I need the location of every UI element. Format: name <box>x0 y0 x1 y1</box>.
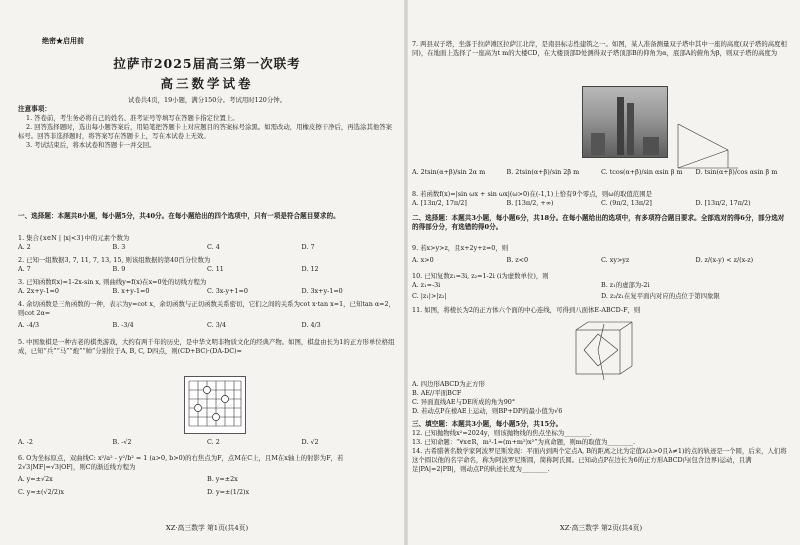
secret-label: 绝密★启用前 <box>42 36 84 45</box>
option-d: D. 7 <box>301 243 315 251</box>
question-stem: 10. 已知复数z₁=3i, z₂=1-2i (i为虚数单位)，则 <box>412 272 549 280</box>
question-stem: 5. 中国象棋是一种古老的棋类游戏，大约有两千年的历史，是中华文明非物质文化的经典产物。如图，棋盘由长为1的正方形单位格组成，已知“兵”“马”“炮”“帅”分别位于A, B, C, D四点，则(CD+BC)·(DA-DC)= <box>18 338 395 355</box>
question-stem: 9. 若x>y>z，且x+2y+z=0，则 <box>412 244 509 252</box>
option-c: C. |z₁|>|z₂| <box>412 292 447 300</box>
question-stem: 6. O为坐标原点，双曲线C: x²/a² - y²/b² = 1 (a>0, b>0)的右焦点为F，点M在C上，且M在x轴上的射影为F，若2√3|MF|=√3|OF|，则C的渐近线方程为 <box>18 454 344 471</box>
page-1 <box>14 26 400 538</box>
option-a: A. -4/3 <box>18 321 40 329</box>
question-7 <box>412 40 790 58</box>
page-2-footer: XZ·高三数学 第2页(共4页) <box>559 524 643 532</box>
option-a: A. [13π/2, 17π/2] <box>412 199 467 207</box>
option-c: C. (9π/2, 13π/2] <box>601 199 652 207</box>
option-c: C. 11 <box>207 265 224 273</box>
twin-towers-photo <box>582 86 668 158</box>
instruction-item: 1. 答卷前，考生务必将自己的姓名、准考证号等填写在答题卡指定位置上。 <box>26 114 239 122</box>
question-stem: 8. 若函数f(x)=|sin ωx + sin ωx|(ω>0)在(-1,1)上恰有9个零点，则ω的取值范围是 <box>412 190 652 198</box>
exam-subtitle: 高三数学试卷 <box>160 76 254 91</box>
option-a: A. 2x+y-1=0 <box>18 287 59 295</box>
question-stem: 7. 两县双子塔，坐落于拉萨滩区拉萨江北岸，是南县标志性建筑之一。如图，某人准备测量双子塔中其中一座的高度(双子塔的高度相同)，在地面上选择了一座高为t m的大楼CD，在大楼顶部D处测得双子塔顶部B的仰角为α，底部A的俯角为β，则双子塔的高度为 <box>412 40 787 57</box>
section-2-heading: 二、选择题：本题共3小题，每小题6分，共18分。在每小题给出的选项中，有多项符合题目要求。全部选对的得6分，部分选对的得部分分，有选错的得0分。 <box>412 214 785 231</box>
octahedron-figure <box>568 320 638 384</box>
question-stem: 2. 已知一组数据3, 7, 11, 7, 13, 15, 则该组数据的第40百分位数为 <box>18 256 211 264</box>
option-a: A. x>0 <box>412 256 434 264</box>
section-2 <box>412 214 790 232</box>
angle-diagram <box>668 120 748 172</box>
question-11-options <box>412 380 790 416</box>
chessboard-figure <box>184 376 246 434</box>
page-fold <box>404 0 408 545</box>
instruction-item: 3. 考试结束后，将本试卷和答题卡一并交回。 <box>26 141 156 149</box>
option-d: D. 若动点P在棱AE上运动，则BP+DP的最小值为√6 <box>412 407 563 415</box>
option-d: D. [13π/2, 17π/2) <box>695 199 751 207</box>
option-d: D. √2 <box>301 438 319 446</box>
option-b: B. 3 <box>112 243 126 251</box>
option-d: D. 4/3 <box>301 321 321 329</box>
option-b: B. AE//平面BCF <box>412 389 462 397</box>
instruction-item: 2. 回答选择题时，选出每小题答案后，用铅笔把答题卡上对应题目的答案标号涂黑。如需改动，用橡皮擦干净后，再选涂其他答案标号。回答非选择题时，将答案写在答题卡上，写在本试卷上无效。 <box>18 123 393 140</box>
question-11 <box>412 306 790 315</box>
instructions-intro: 试卷共4页，19小题，满分150分。考试用时120分钟。 <box>127 96 286 104</box>
question-stem: 4. 余切函数是三角函数的一种，表示为y=cot x，余切函数与正切函数关系密切，它们之间的关系为cot x·tan x=1，已知tan α=2，则cot 2α= <box>18 300 395 317</box>
option-a: A. y=±√2x <box>18 475 53 483</box>
question-9 <box>412 244 790 265</box>
question-12: 12. 已知抛物线x²=2024y，则该抛物线的焦点坐标为________. <box>412 429 592 437</box>
question-8 <box>412 190 790 208</box>
option-b: B. 2tsin(α+β)/sin 2β m <box>506 168 580 176</box>
option-c: C. 2 <box>207 438 220 446</box>
question-1 <box>18 234 396 252</box>
section-3-heading: 三、填空题：本题共3小题，每小题5分，共15分。 <box>412 420 563 428</box>
question-4 <box>18 300 396 330</box>
option-b: B. z<0 <box>506 256 529 264</box>
option-b: B. y=±2x <box>207 475 238 483</box>
question-7-options <box>412 168 790 177</box>
option-a: A. z₁=-3i <box>412 281 441 289</box>
instructions-heading: 注意事项： <box>18 105 51 113</box>
option-b: B. z₁的虚部为-2i <box>601 281 650 289</box>
option-d: D. y=±(1/2)x <box>207 488 250 496</box>
twin-towers-icon <box>583 87 667 157</box>
instructions <box>18 96 396 150</box>
question-10 <box>412 272 790 301</box>
question-stem: 1. 集合{x∈N | |x|<3}中的元素个数为 <box>18 234 130 242</box>
question-5 <box>18 338 396 356</box>
option-c: C. y=±(√2/2)x <box>18 488 64 496</box>
option-d: D. 3x+y-1=0 <box>301 287 343 295</box>
question-2 <box>18 256 396 274</box>
option-c: C. tcos(α+β)/sin αsin β m <box>601 168 683 176</box>
option-c: C. 4 <box>207 243 220 251</box>
option-d: D. z/(x-y) < z/(x-z) <box>695 256 754 264</box>
page-2 <box>412 40 790 538</box>
question-14: 14. 古希腊著名数学家阿波罗尼斯发现：平面内到两个定点A, B的距离之比为定值λ(λ>0且λ≠1)的点的轨迹是一个圆，后来，人们将这个圆以他的名字命名，称为阿波罗尼斯圆，简称阿氏圆。已知动点P在边长为6的正方形ABCD内(包含边界)运动，且满足|PA|=2|PB|，则动点P的轨迹长度为________. <box>412 447 787 473</box>
question-3 <box>18 278 396 296</box>
option-d: D. tsin(α+β)/cos αsin β m <box>695 168 778 176</box>
question-5-options <box>18 438 396 447</box>
question-stem: 3. 已知函数f(x)=1-2x-sin x, 则曲线y=f(x)在x=0处的切线方程为 <box>18 278 207 286</box>
option-a: A. 2 <box>18 243 31 251</box>
option-b: B. 9 <box>112 265 126 273</box>
option-c: C. 3/4 <box>207 321 227 329</box>
section-1 <box>18 212 396 221</box>
section-1-heading: 一、选择题：本题共8小题，每小题5分，共40分。在每小题给出的四个选项中，只有一项是符合题目要求的。 <box>18 212 340 220</box>
question-stem: 11. 如图，将棱长为2的正方体六个面的中心连线，可得到八面体E-ABCD-F，则 <box>412 306 641 314</box>
option-b: B. x+y-1=0 <box>112 287 150 295</box>
option-d: D. 12 <box>301 265 319 273</box>
option-a: A. -2 <box>18 438 33 446</box>
question-13: 13. 已知命题：“∀x∈R，m²-1=(m+m²)x²”为真命题，则m的取值为________. <box>412 438 636 446</box>
question-6 <box>18 454 396 497</box>
section-3 <box>412 420 790 474</box>
exam-title: 拉萨市2025届高三第一次联考 <box>113 56 301 71</box>
option-a: A. 7 <box>18 265 31 273</box>
option-a: A. 四边形ABCD为正方形 <box>412 380 485 388</box>
option-b: B. -3/4 <box>112 321 134 329</box>
option-c: C. 异面直线AE与DE所成的角为90° <box>412 398 516 406</box>
option-c: C. xy>yz <box>601 256 630 264</box>
option-c: C. 3x-y+1=0 <box>207 287 248 295</box>
option-d: D. z₂/z₁在复平面内对应的点位于第四象限 <box>601 292 720 300</box>
option-a: A. 2tsin(α+β)/sin 2α m <box>412 168 486 176</box>
option-b: B. [13π/2, +∞) <box>506 199 554 207</box>
page-1-footer: XZ·高三数学 第1页(共4页) <box>165 524 249 532</box>
option-b: B. -√2 <box>112 438 132 446</box>
